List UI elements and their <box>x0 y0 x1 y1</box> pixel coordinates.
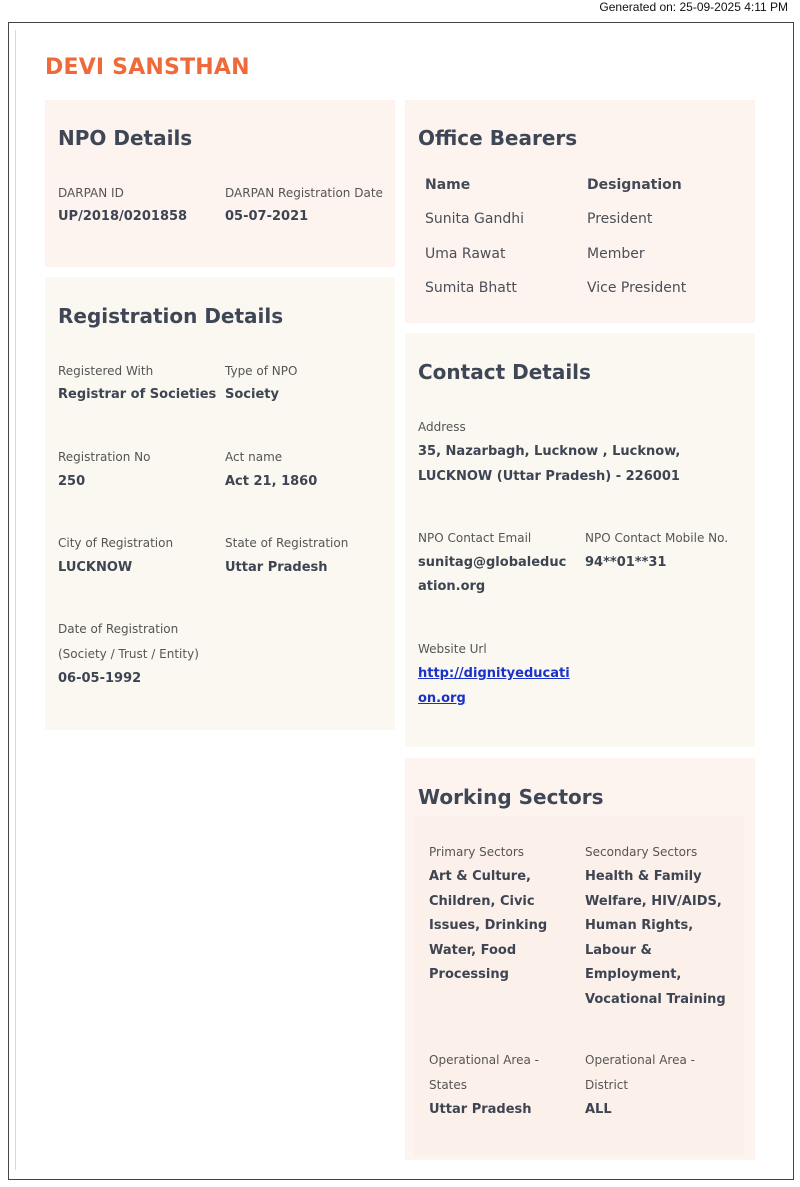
primary-sectors-value <box>429 865 547 988</box>
primary-sector-line: Processing <box>429 967 509 982</box>
registration-details-card <box>45 277 395 730</box>
website-url-link[interactable] <box>418 662 570 711</box>
operational-area-states-sublabel: States <box>429 1078 468 1092</box>
npo-details-card <box>45 100 395 267</box>
type-of-npo-label: Type of NPO <box>225 364 298 378</box>
bearer-designation: President <box>587 211 653 227</box>
registration-no-value: 250 <box>58 474 86 489</box>
secondary-sector-line: Welfare, HIV/AIDS, <box>585 893 722 909</box>
contact-mobile-value: 94**01**31 <box>585 555 667 570</box>
registration-no-label: Registration No <box>58 450 151 464</box>
address-line-2: LUCKNOW (Uttar Pradesh) - 226001 <box>418 469 680 484</box>
office-bearers-card <box>405 100 755 323</box>
secondary-sector-line: Labour & <box>585 942 652 958</box>
operational-area-states-label: Operational Area - <box>429 1053 539 1067</box>
date-of-registration-label: Date of Registration <box>58 622 179 636</box>
address-label: Address <box>418 420 466 434</box>
operational-area-states-value: Uttar Pradesh <box>429 1102 532 1117</box>
working-sectors-card <box>405 758 755 1160</box>
type-of-npo-value: Society <box>225 387 279 402</box>
darpan-id-label: DARPAN ID <box>58 186 124 200</box>
darpan-id-value: UP/2018/0201858 <box>58 209 188 224</box>
office-bearers-heading: Office Bearers <box>418 126 578 150</box>
primary-sector-line: Issues, Drinking <box>429 918 548 933</box>
left-rule <box>15 30 16 1170</box>
bearers-name-header: Name <box>425 177 471 193</box>
secondary-sector-line: Vocational Training <box>585 991 726 1007</box>
registered-with-label: Registered With <box>58 364 154 378</box>
bearer-name: Uma Rawat <box>425 246 506 262</box>
website-url-line-2[interactable]: on.org <box>418 690 466 706</box>
npo-details-heading: NPO Details <box>58 126 193 150</box>
registration-details-heading: Registration Details <box>58 304 284 328</box>
contact-email-label: NPO Contact Email <box>418 531 532 545</box>
contact-details-card <box>405 333 755 747</box>
city-of-registration-value: LUCKNOW <box>58 560 133 575</box>
contact-details-heading: Contact Details <box>418 360 591 384</box>
working-sectors-heading: Working Sectors <box>418 785 604 809</box>
date-of-registration-value: 06-05-1992 <box>58 671 142 686</box>
operational-area-district-sublabel: District <box>585 1078 629 1092</box>
bearer-name: Sunita Gandhi <box>425 211 524 227</box>
act-name-label: Act name <box>225 450 283 464</box>
city-of-registration-label: City of Registration <box>58 536 174 550</box>
bearer-name: Sumita Bhatt <box>425 280 517 296</box>
state-of-registration-value: Uttar Pradesh <box>225 560 328 575</box>
primary-sector-line: Children, Civic <box>429 893 535 909</box>
secondary-sectors-label: Secondary Sectors <box>585 845 698 859</box>
website-url-line-1[interactable]: http://dignityeducati <box>418 666 570 681</box>
operational-area-district-label: Operational Area - <box>585 1053 695 1067</box>
secondary-sector-line: Health & Family <box>585 869 702 884</box>
state-of-registration-label: State of Registration <box>225 536 349 550</box>
address-line-1: 35, Nazarbagh, Lucknow , Lucknow, <box>418 444 681 459</box>
darpan-reg-date-label: DARPAN Registration Date <box>225 186 383 200</box>
secondary-sector-line: Employment, <box>585 967 682 982</box>
contact-email-line-2: ation.org <box>418 579 486 594</box>
primary-sectors-label: Primary Sectors <box>429 845 525 859</box>
website-url-label: Website Url <box>418 642 487 656</box>
primary-sector-line: Art & Culture, <box>429 869 531 884</box>
contact-mobile-label: NPO Contact Mobile No. <box>585 531 729 545</box>
darpan-reg-date-value: 05-07-2021 <box>225 209 309 224</box>
operational-area-district-value: ALL <box>585 1102 612 1117</box>
date-of-registration-sublabel: (Society / Trust / Entity) <box>58 647 199 661</box>
bearer-designation: Vice President <box>587 280 687 296</box>
generated-timestamp: Generated on: 25-09-2025 4:11 PM <box>599 0 788 14</box>
act-name-value: Act 21, 1860 <box>225 474 318 489</box>
primary-sector-line: Water, Food <box>429 942 517 958</box>
contact-email-line-1: sunitag@globaleduc <box>418 555 567 570</box>
org-name: DEVI SANSTHAN <box>45 55 250 80</box>
bearers-designation-header: Designation <box>587 177 682 193</box>
secondary-sectors-value <box>585 865 726 1012</box>
registered-with-value: Registrar of Societies <box>58 387 217 402</box>
bearer-designation: Member <box>587 246 645 262</box>
secondary-sector-line: Human Rights, <box>585 918 694 933</box>
